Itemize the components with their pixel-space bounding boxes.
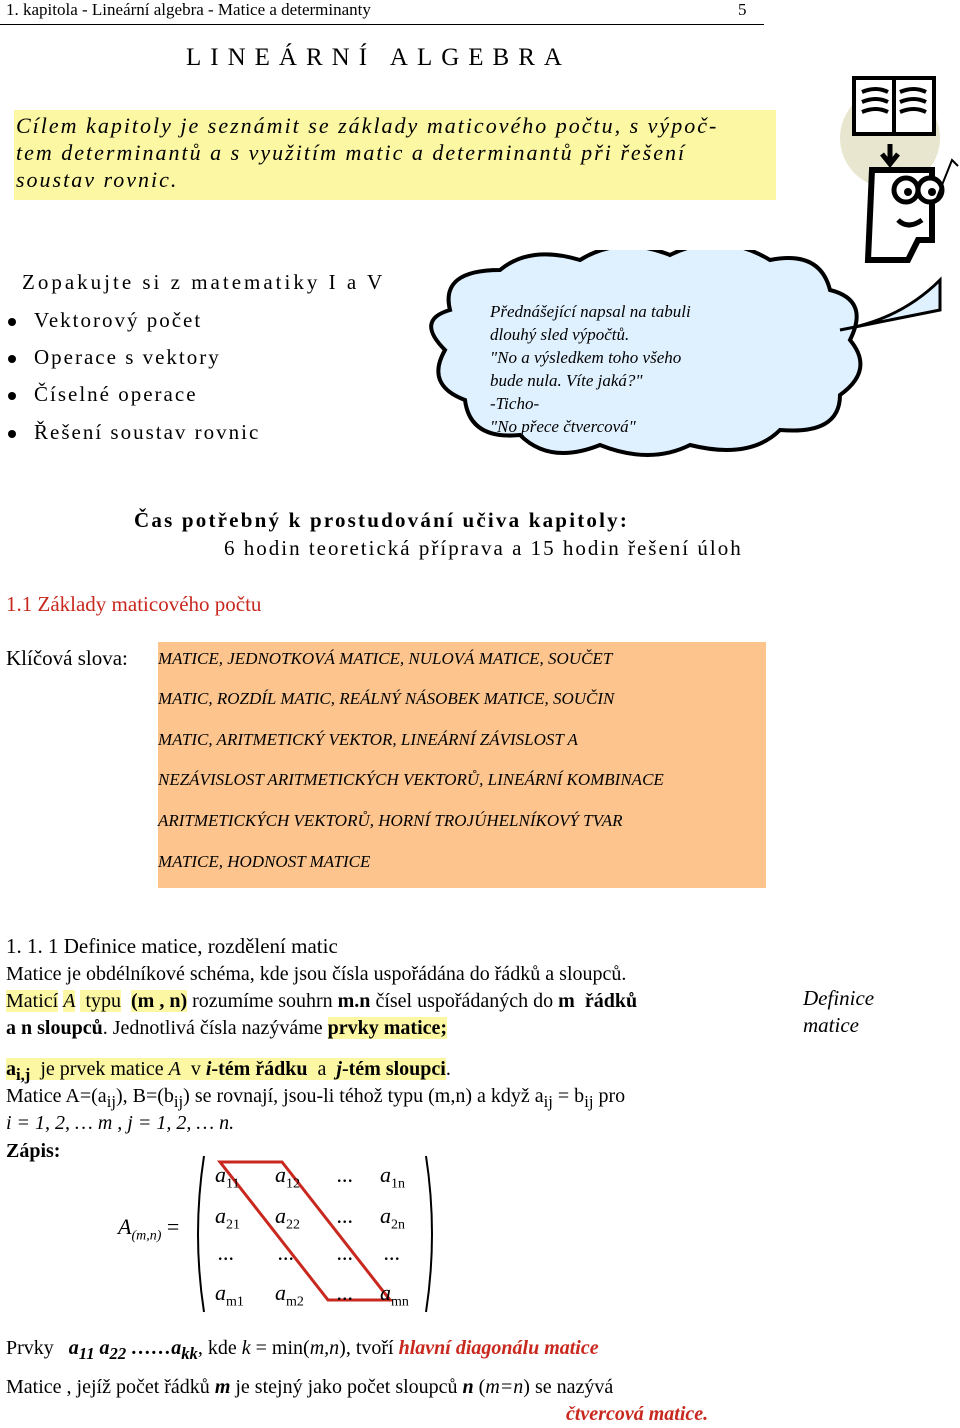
- text-span: pro: [593, 1085, 626, 1107]
- text-span: -tém řádku: [211, 1058, 308, 1080]
- subsection-title: 1. 1. 1 Definice matice, rozdělení matic: [6, 934, 338, 958]
- review-item-label: Vektorový počet: [34, 308, 203, 332]
- text-span: -tém sloupci: [341, 1058, 446, 1080]
- text-span: a: [171, 1337, 182, 1359]
- text-span: řádků: [584, 990, 638, 1012]
- paragraph-indices: i = 1, 2, … m , j = 1, 2, … n.: [6, 1112, 235, 1134]
- keywords-line: ARITMETICKÝCH VEKTORŮ, HORNÍ TROJÚHELNÍKOVÝ TVAR: [158, 811, 623, 830]
- text-span: je prvek matice: [40, 1058, 164, 1080]
- text-span: je stejný jako počet sloupců: [235, 1376, 458, 1398]
- text-span: ) se nazývá: [523, 1376, 614, 1398]
- header-divider: [0, 24, 764, 25]
- text-span: (m , n): [131, 990, 188, 1012]
- chapter-title: LINEÁRNÍ ALGEBRA: [186, 44, 571, 71]
- text-span: a: [317, 1058, 327, 1080]
- paragraph-diagonal: [6, 1335, 599, 1367]
- square-matrix-term: čtvercová matice.: [566, 1403, 709, 1425]
- zapis-label: Zápis:: [6, 1140, 61, 1162]
- text-span: ij: [173, 1092, 184, 1111]
- keywords-line: MATIC, ARITMETICKÝ VEKTOR, LINEÁRNÍ ZÁVISLOST A: [158, 730, 578, 749]
- matrix-cell: $a_{11}$: [215, 1162, 240, 1192]
- review-title: Zopakujte si z matematiky I a V: [22, 270, 386, 294]
- text-span: (m,n): [131, 1228, 162, 1244]
- matrix-cell: $a_{1n}$: [380, 1162, 405, 1192]
- text-span: i: [205, 1058, 212, 1080]
- matrix-cell: $a_{12}$: [275, 1162, 300, 1192]
- page-number: 5: [738, 0, 747, 19]
- matrix-cell: ...: [278, 1240, 295, 1265]
- keywords-label: Klíčová slova:: [6, 646, 128, 670]
- page-header-title: 1. kapitola - Lineární algebra - Matice a determinanty: [6, 0, 371, 19]
- cloud-line: dlouhý sled výpočtů.: [490, 325, 630, 344]
- section-title: 1.1 Základy maticového počtu: [6, 592, 262, 616]
- text-span: m,n: [309, 1337, 340, 1359]
- cloud-line: "No přece čtvercová": [490, 417, 636, 436]
- matrix-cell: ...: [384, 1240, 401, 1265]
- paragraph-square: [6, 1374, 613, 1401]
- keywords-line: NEZÁVISLOST ARITMETICKÝCH VEKTORŮ, LINEÁRNÍ KOMBINACE: [158, 770, 664, 789]
- bullet-icon: [8, 430, 16, 438]
- cloud-line: Přednášející napsal na tabuli: [490, 302, 691, 321]
- review-item: [8, 345, 221, 370]
- text-span: =: [166, 1214, 180, 1239]
- matrix-cell: ...: [218, 1240, 235, 1265]
- paragraph-elements: [6, 1015, 447, 1042]
- text-span: rozumíme souhrn: [192, 990, 333, 1012]
- review-item: [8, 420, 260, 445]
- text-span: j: [336, 1058, 342, 1080]
- text-span: m: [558, 990, 575, 1012]
- text-span: ij: [543, 1092, 553, 1111]
- text-span: ) se rovnají, jsou-li téhož typu (m,n) a když a: [183, 1085, 544, 1107]
- review-item-label: Číselné operace: [34, 382, 198, 406]
- matrix-cell: $a_{2n}$: [380, 1203, 405, 1233]
- text-span: m=n: [485, 1376, 524, 1398]
- text-span: .: [445, 1058, 451, 1080]
- side-note-line: matice: [803, 1013, 859, 1037]
- matrix-cell: ...: [337, 1280, 354, 1305]
- text-span: A: [168, 1058, 181, 1080]
- reading-book-icon: [832, 70, 960, 270]
- text-span: 11: [78, 1344, 95, 1363]
- text-span: 22: [109, 1344, 127, 1363]
- text-span: ij: [584, 1092, 594, 1111]
- keywords-line: MATICE, HODNOST MATICE: [158, 852, 371, 871]
- text-span: čísel uspořádaných do: [375, 990, 554, 1012]
- text-span: kk: [181, 1344, 198, 1363]
- paragraph-matrix-type: [6, 988, 637, 1015]
- text-span: a: [68, 1337, 79, 1359]
- text-span: m.n: [337, 990, 371, 1012]
- text-span: a: [99, 1337, 110, 1359]
- bullet-icon: [8, 392, 16, 400]
- text-span: Maticí: [6, 990, 59, 1012]
- text-span: n: [462, 1376, 474, 1398]
- bullet-icon: [8, 355, 16, 363]
- text-span: prvky matice;: [327, 1017, 448, 1039]
- text-span: hlavní diagonálu matice: [398, 1337, 599, 1359]
- matrix-cell: $a_{m1}$: [215, 1280, 244, 1310]
- time-label: Čas potřebný k prostudování učiva kapitoly:: [134, 508, 630, 532]
- review-item-label: Operace s vektory: [34, 345, 221, 369]
- review-item: [8, 308, 202, 333]
- text-span: = min(: [250, 1337, 310, 1359]
- keywords-line: MATICE, JEDNOTKOVÁ MATICE, NULOVÁ MATICE, SOUČET: [158, 649, 613, 668]
- text-span: a: [6, 1058, 16, 1080]
- text-span: k: [241, 1337, 251, 1359]
- cloud-text: [490, 300, 780, 438]
- text-span: = b: [552, 1085, 585, 1107]
- text-span: A: [63, 990, 76, 1012]
- matrix-cell: ...: [337, 1240, 354, 1265]
- side-note-line: Definice: [803, 986, 875, 1010]
- text-span: ij: [106, 1092, 116, 1111]
- text-span: (: [478, 1376, 486, 1398]
- text-span: Matice , jejíž počet řádků: [6, 1376, 210, 1398]
- text-span: v: [190, 1058, 201, 1080]
- text-span: , kde: [197, 1337, 237, 1359]
- matrix-cell: $a_{mn}$: [380, 1280, 409, 1310]
- text-span: ), B=(b: [115, 1085, 174, 1107]
- side-note: [803, 985, 923, 1039]
- matrix-cell: $a_{m2}$: [275, 1280, 304, 1310]
- text-span: . Jednotlivá čísla nazýváme: [102, 1017, 323, 1039]
- text-span: i,j: [16, 1065, 31, 1084]
- matrix-cell: ...: [337, 1203, 354, 1228]
- matrix-cell: $a_{21}$: [215, 1203, 240, 1233]
- keywords-line: MATIC, ROZDÍL MATIC, REÁLNÝ NÁSOBEK MATICE, SOUČIN: [158, 689, 615, 708]
- text-span: ……: [131, 1337, 172, 1359]
- matrix-cell: ...: [337, 1162, 354, 1187]
- text-span: typu: [85, 990, 121, 1012]
- time-value: 6 hodin teoretická příprava a 15 hodin řešení úloh: [224, 536, 743, 560]
- text-span: a n sloupců: [6, 1017, 103, 1039]
- goal-line-1: Cílem kapitoly je seznámit se základy maticového počtu, s výpoč-: [16, 113, 719, 138]
- text-span: Prvky: [6, 1337, 54, 1359]
- goal-line-2: tem determinantů a s využitím matic a determinantů při řešení: [16, 140, 687, 165]
- text-span: ), tvoří: [339, 1337, 394, 1359]
- cloud-line: "No a výsledkem toho všeho: [490, 348, 682, 367]
- cloud-line: -Ticho-: [490, 394, 540, 413]
- review-item-label: Řešení soustav rovnic: [34, 420, 261, 444]
- text-span: Matice A=(a: [6, 1085, 107, 1107]
- cloud-line: bude nula. Víte jaká?": [490, 371, 643, 390]
- review-item: [8, 382, 198, 407]
- text-span: m: [214, 1376, 231, 1398]
- matrix-name: [118, 1214, 179, 1244]
- matrix-cell: $a_{22}$: [275, 1203, 300, 1233]
- paragraph-definition: Matice je obdélníkové schéma, kde jsou čísla uspořádána do řádků a sloupců.: [6, 963, 627, 985]
- text-span: A: [118, 1214, 132, 1239]
- goal-line-3: soustav rovnic.: [16, 167, 179, 192]
- goal-text: [16, 112, 772, 193]
- bullet-icon: [8, 318, 16, 326]
